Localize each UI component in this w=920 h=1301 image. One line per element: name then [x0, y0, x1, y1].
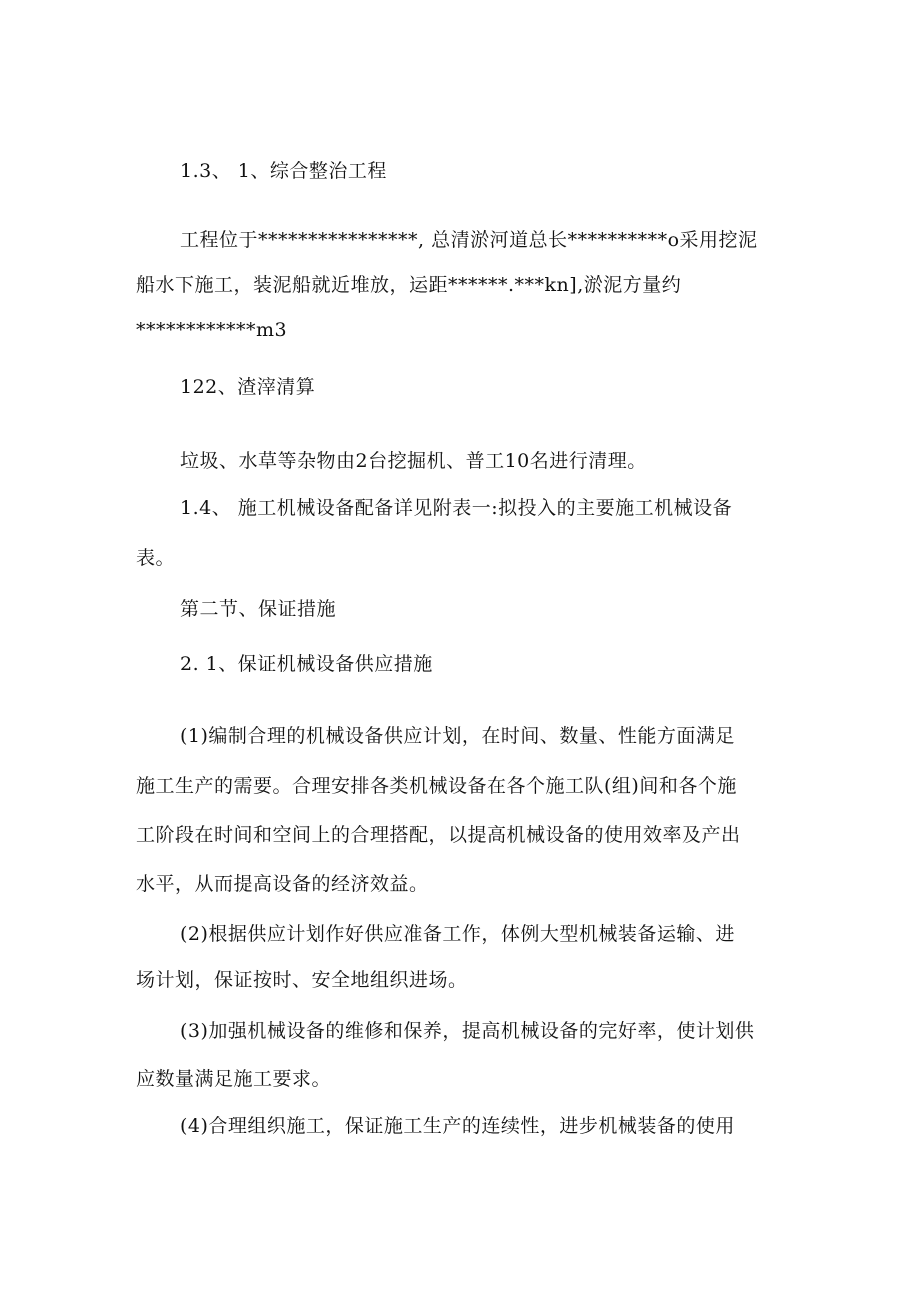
heading-1-3: 1.3、 1、综合整治工程: [180, 160, 387, 182]
list-item-line: 应数量满足施工要求。: [136, 1068, 332, 1090]
list-item-line: 工阶段在时间和空间上的合理搭配，以提高机械设备的使用效率及产出: [136, 824, 741, 846]
heading-122: 122、渣滓清算: [180, 376, 316, 398]
paragraph-line: 垃圾、水草等杂物由2台挖掘机、普工10名进行清理。: [180, 450, 647, 472]
list-item-line: (3)加强机械设备的维修和保养，提高机械设备的完好率，使计划供: [180, 1020, 755, 1042]
paragraph-line: 1.4、 施工机械设备配备详见附表一:拟投入的主要施工机械设备: [180, 497, 733, 519]
section-heading: 第二节、保证措施: [180, 598, 337, 620]
paragraph-line: 船水下施工，装泥船就近堆放，运距******.***kn],淤泥方量约: [136, 274, 682, 296]
list-item-line: 水平，从而提高设备的经济效益。: [136, 873, 429, 895]
subsection-heading: 2. 1、保证机械设备供应措施: [180, 653, 433, 675]
paragraph-line: 表。: [136, 547, 176, 569]
list-item-line: 施工生产的需要。合理安排各类机械设备在各个施工队(组)间和各个施: [136, 775, 737, 797]
list-item-line: 场计划，保证按时、安全地组织进场。: [136, 969, 468, 991]
list-item-line: (4)合理组织施工，保证施工生产的连续性，进步机械装备的使用: [180, 1115, 735, 1137]
list-item-line: (1)编制合理的机械设备供应计划，在时间、数量、性能方面满足: [180, 725, 735, 747]
paragraph-line: ************m3: [136, 319, 288, 341]
list-item-line: (2)根据供应计划作好供应准备工作，体例大型机械装备运输、进: [180, 923, 735, 945]
paragraph-line: 工程位于****************, 总清淤河道总长**********o采用挖泥: [180, 229, 758, 251]
